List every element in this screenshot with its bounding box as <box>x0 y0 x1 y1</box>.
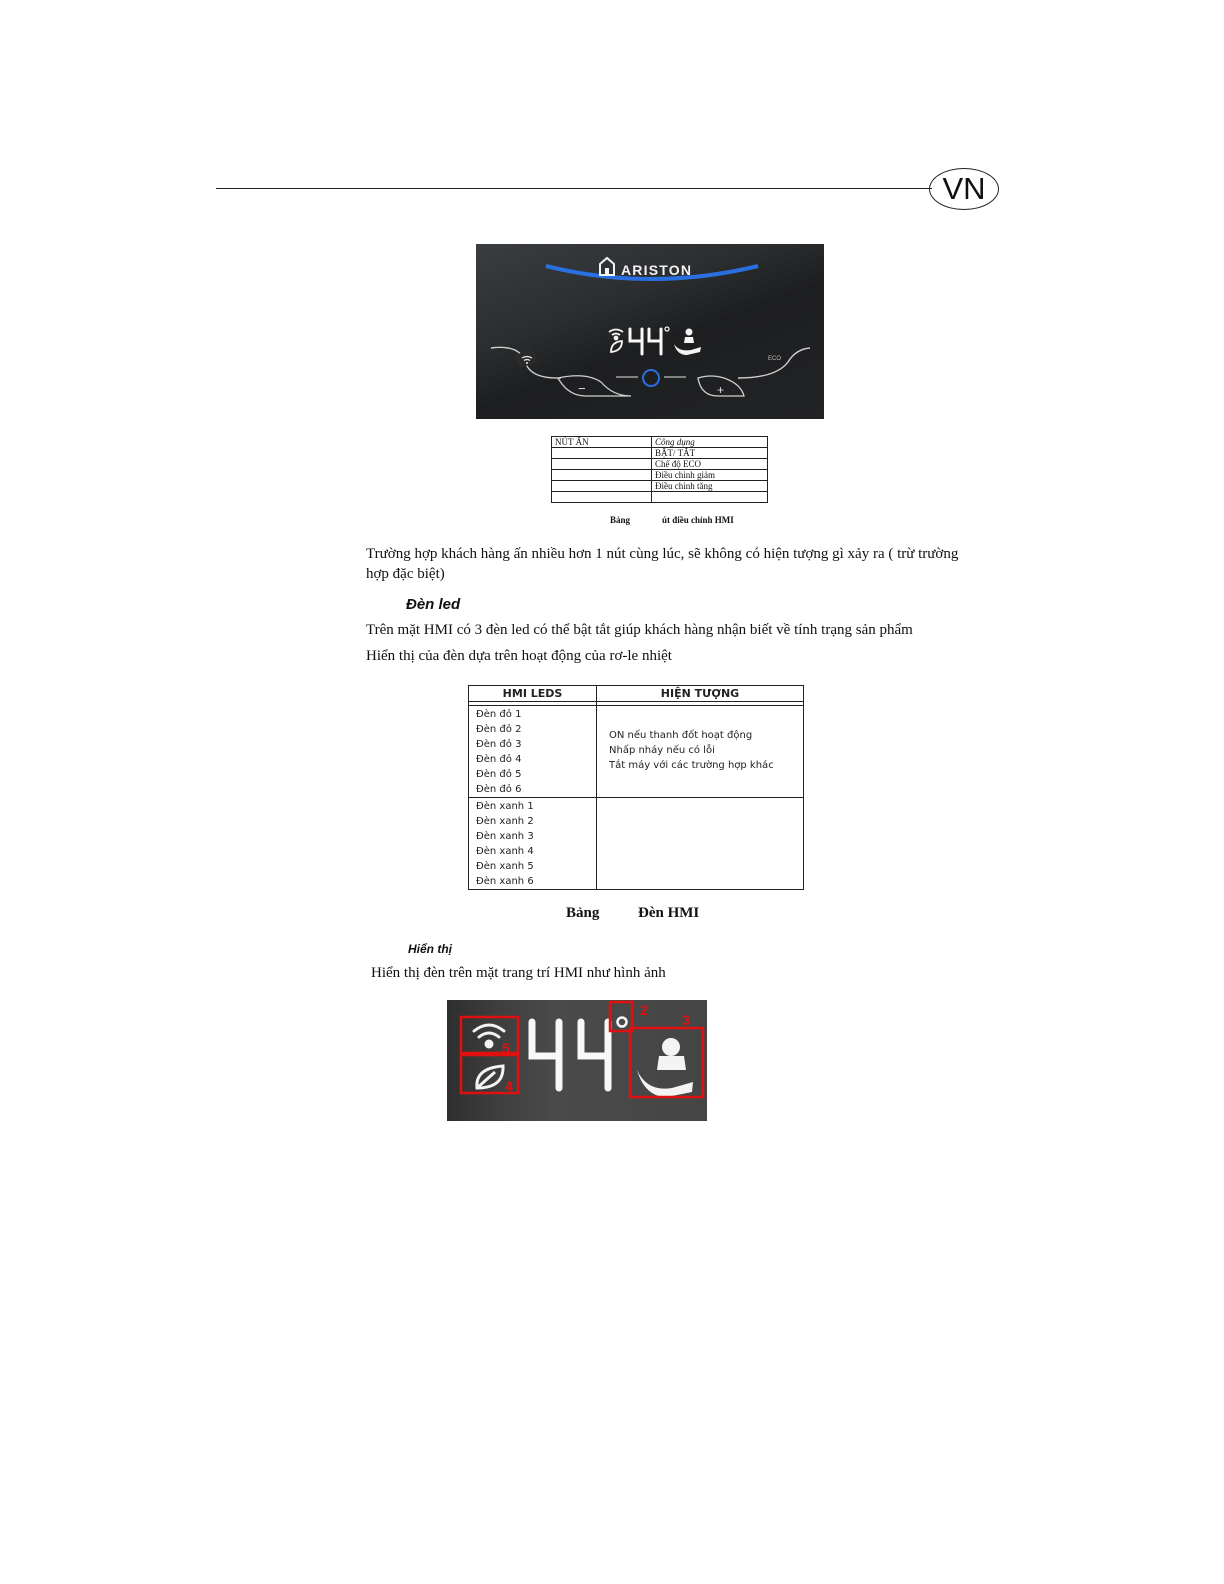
table-header-cell: HIỆN TƯỢNG <box>597 686 804 702</box>
paragraph-led-intro: Trên mặt HMI có 3 đèn led có thể bật tắt giúp khách hàng nhận biết về tính trạng sản phẩm <box>366 622 913 638</box>
table-cell: BẬT/ TẮT <box>652 448 768 459</box>
led-table-caption <box>566 905 766 922</box>
display-temperature-value: 44 <box>531 1088 532 1089</box>
list-item: Đèn xanh 2 <box>476 816 534 827</box>
temperature-digits <box>630 329 661 354</box>
language-badge: VN <box>929 168 999 210</box>
marker-label-3: 3 <box>682 1012 690 1028</box>
list-item: Đèn xanh 5 <box>476 861 534 872</box>
minus-button[interactable] <box>558 376 631 396</box>
leaf-icon <box>477 1066 503 1088</box>
table-cell: Chế độ ECO <box>652 459 768 470</box>
caption-part: Đèn HMI <box>638 905 700 921</box>
table-row <box>552 470 768 481</box>
marker-label-4: 4 <box>505 1078 513 1094</box>
hand-water-icon <box>674 329 701 356</box>
table-cell <box>552 492 652 503</box>
red-led-cell <box>469 706 597 798</box>
table-header-cell: HMI LEDS <box>469 686 597 702</box>
paragraph-multi-press: Trường hợp khách hàng ấn nhiều hơn 1 nút cùng lúc, sẽ không có hiện tượng gì xảy ra ( trừ trường hợp đặc biệt) <box>366 546 959 582</box>
section-heading-display: Hiển thị <box>408 942 452 956</box>
list-item: Đèn xanh 6 <box>476 876 534 887</box>
paragraph-led-relay: Hiển thị của đèn dựa trên hoạt động của rơ-le nhiệt <box>366 648 672 664</box>
eco-button[interactable] <box>738 348 810 378</box>
table-row <box>469 706 804 798</box>
wifi-button[interactable] <box>491 347 561 378</box>
section-heading-led: Đèn led <box>406 596 461 613</box>
degree-icon <box>618 1018 627 1027</box>
list-item: Đèn xanh 1 <box>476 801 534 812</box>
plus-button[interactable] <box>698 376 744 397</box>
power-button[interactable] <box>616 370 686 386</box>
table-header-cell: Công dụng <box>652 437 768 448</box>
wifi-leaf-icon <box>609 330 623 353</box>
table-cell <box>552 481 652 492</box>
table-cell: Điều chỉnh giảm <box>652 470 768 481</box>
marker-label-2: 2 <box>640 1002 648 1018</box>
led-table <box>468 685 804 890</box>
list-item: Tắt máy với các trường hợp khác <box>609 760 774 771</box>
eco-label: ECO <box>768 356 782 362</box>
wifi-icon <box>474 1025 504 1047</box>
list-item: Nhấp nháy nếu có lỗi <box>609 745 715 756</box>
list-item: Đèn đỏ 3 <box>476 739 522 750</box>
list-item: Đèn đỏ 6 <box>476 784 522 795</box>
list-item: Đèn xanh 4 <box>476 846 534 857</box>
table-cell <box>552 448 652 459</box>
table-row <box>552 481 768 492</box>
power-ring-icon <box>643 370 659 386</box>
table-row <box>552 437 768 448</box>
degree-icon <box>665 327 669 331</box>
table-row <box>552 459 768 470</box>
list-item: Đèn đỏ 1 <box>476 709 522 720</box>
table-cell <box>552 459 652 470</box>
caption-part: út điều chỉnh HMI <box>662 515 734 525</box>
caption-part: Bảng <box>610 515 631 525</box>
table-row <box>552 492 768 503</box>
minus-label: − <box>578 381 586 396</box>
table-cell <box>552 470 652 481</box>
table-row <box>469 798 804 890</box>
hand-water-icon <box>637 1038 693 1097</box>
list-item: Đèn xanh 3 <box>476 831 534 842</box>
table-header-cell: NÚT ẤN <box>552 437 652 448</box>
brand-name: ARISTON <box>621 262 693 278</box>
paragraph-display: Hiển thị đèn trên mặt trang trí HMI như hình ảnh <box>371 965 666 981</box>
caption-part: Bảng <box>566 905 600 921</box>
list-item: Đèn đỏ 5 <box>476 769 522 780</box>
hmi-panel-photo <box>476 244 824 419</box>
house-logo-icon <box>600 258 614 275</box>
green-phenomena-cell <box>597 798 804 890</box>
list-item: ON nếu thanh đốt hoạt động <box>609 730 753 741</box>
list-item: Đèn đỏ 4 <box>476 754 522 765</box>
table-header-row <box>469 686 804 702</box>
table-cell <box>652 492 768 503</box>
table-row <box>552 448 768 459</box>
green-led-cell <box>469 798 597 890</box>
temperature-digits <box>532 1022 608 1088</box>
list-item: Đèn đỏ 2 <box>476 724 522 735</box>
panel-temperature-value: 44 <box>629 352 630 353</box>
marker-label-5: 5 <box>502 1040 510 1056</box>
header-rule <box>216 188 932 189</box>
display-closeup-photo <box>447 1000 707 1121</box>
red-phenomena-cell <box>597 706 804 798</box>
buttons-table <box>551 436 768 503</box>
table-cell: Điều chỉnh tăng <box>652 481 768 492</box>
plus-label: + <box>717 383 725 397</box>
